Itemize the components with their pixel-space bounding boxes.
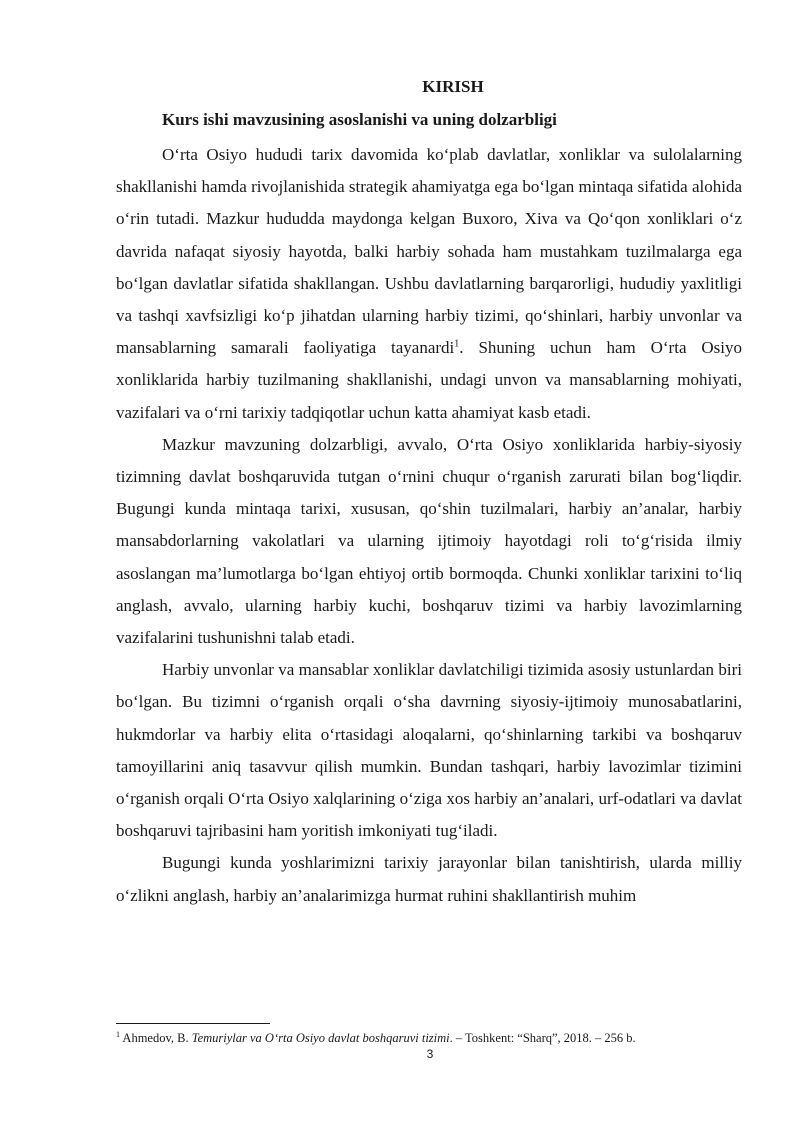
paragraph-text: . Shuning uchun ham O‘rta Osiyo xonliklarida harbiy tuzilmaning shakllanishi, undagi unvon va mansablarning mohiyati, vazifalari va o‘rni tarixiy tadqiqotlar uchun katta ahamiyat kasb etadi.	[116, 338, 742, 422]
body-text	[116, 139, 742, 912]
footnote-title: Temuriylar va O‘rta Osiyo davlat boshqaruvi tizimi	[191, 1031, 450, 1045]
section-subheading: Kurs ishi mavzusining asoslanishi va uning dolzarbligi	[162, 110, 557, 129]
paragraph	[116, 139, 742, 429]
footnote-publication: . – Toshkent: “Sharq”, 2018. – 256 b.	[449, 1031, 636, 1045]
page-title: KIRISH	[422, 77, 484, 96]
paragraph: Harbiy unvonlar va mansablar xonliklar davlatchiligi tizimida asosiy ustunlardan biri bo‘lgan. Bu tizimni o‘rganish orqali o‘sha davrning siyosiy-ijtimoiy munosabatlarini, hukmdorlar va harbiy elita o‘rtasidagi aloqalarni, qo‘shinlarning tarkibi va boshqaruv tamoyillarini aniq tasavvur qilish mumkin. Bundan tashqari, harbiy lavozimlar tizimini o‘rganish orqali O‘rta Osiyo xalqlarining o‘ziga xos harbiy an’analari, urf-odatlari va davlat boshqaruvi tajribasini ham yoritish imkoniyati tug‘iladi.	[116, 660, 742, 841]
footnote-number: 1	[116, 1029, 120, 1039]
paragraph-text: O‘rta Osiyo hududi tarix davomida ko‘plab davlatlar, xonliklar va sulolalarning shakllanishi hamda rivojlanishida strategik ahamiyatga ega bo‘lgan mintaqa sifatida alohida o‘rin tutadi. Mazkur hududda maydonga kelgan Buxoro, Xiva va Qo‘qon xonliklari o‘z davrida nafaqat siyosiy hayotda, balki harbiy sohada ham mustahkam tuzilmalarga ega bo‘lgan davlatlar sifatida shakllangan. Ushbu davlatlarning barqarorligi, hududiy yaxlitligi va tashqi xavfsizligi ko‘p jihatdan ularning harbiy tizimi, qo‘shinlari, harbiy unvonlar va mansablarning samarali faoliyatiga tayanardi	[116, 145, 742, 358]
footnote	[116, 1030, 756, 1046]
footnote-author: Ahmedov, B.	[120, 1031, 192, 1045]
paragraph: Mazkur mavzuning dolzarbligi, avvalo, O‘rta Osiyo xonliklarida harbiy-siyosiy tizimning davlat boshqaruvida tutgan o‘rnini chuqur o‘rganish zarurati bilan bog‘liqdir. Bugungi kunda mintaqa tarixi, xususan, qo‘shin tuzilmalari, harbiy an’analar, harbiy mansabdorlarning vakolatlari va ularning ijtimoiy hayotdagi roli to‘g‘risida ilmiy asoslangan ma’lumotlarga bo‘lgan ehtiyoj ortib bormoqda. Chunki xonliklar tarixini to‘liq anglash, avvalo, ularning harbiy kuchi, boshqaruv tizimi va harbiy lavozimlarning vazifalarini tushunishni talab etadi.	[116, 434, 742, 648]
paragraph: Bugungi kunda yoshlarimizni tarixiy jarayonlar bilan tanishtirish, ularda milliy o‘zlikni anglash, harbiy an’analarimizga hurmat ruhini shakllantirish muhim	[116, 853, 742, 905]
page-number: 3	[426, 1047, 434, 1061]
footnote-reference[interactable]: 1	[454, 338, 460, 350]
footnote-separator	[116, 1023, 270, 1024]
